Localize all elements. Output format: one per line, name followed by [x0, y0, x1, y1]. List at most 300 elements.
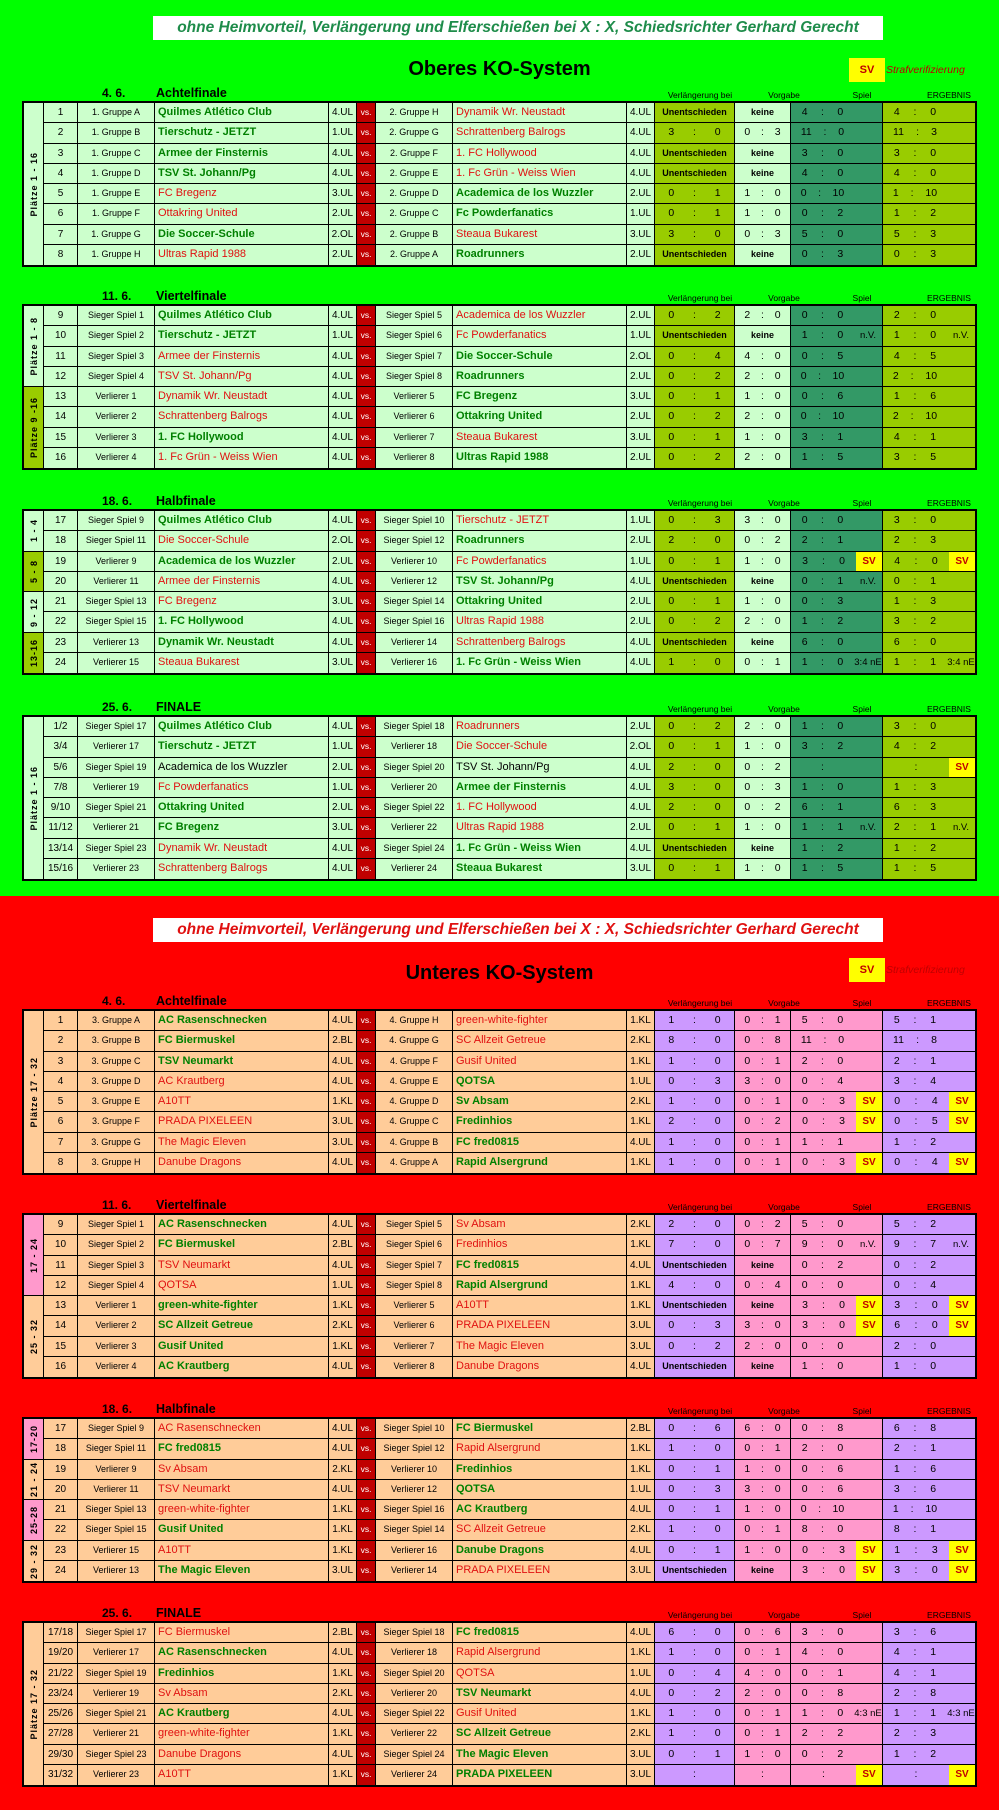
final-result-part: :: [913, 1054, 917, 1067]
away-team: QOTSA: [453, 1072, 627, 1091]
game-note: [854, 1745, 882, 1764]
extra-time-cell-part: 2: [714, 1339, 721, 1352]
extra-time-cell: [655, 1235, 735, 1254]
home-league: 1.UL: [329, 326, 357, 345]
handicap-cell-part: :: [761, 554, 764, 567]
extra-time-cell-score: [655, 1664, 734, 1683]
game-score-part: 2: [801, 1727, 808, 1740]
extra-time-cell-score: [655, 387, 734, 406]
final-result-part: 2: [930, 1258, 937, 1271]
extra-time-cell: [655, 1704, 735, 1723]
home-slot: Sieger Spiel 15: [78, 1520, 155, 1539]
final-result-parts: [883, 1031, 947, 1050]
extra-time-cell: [655, 1541, 735, 1560]
result-note: [947, 737, 975, 756]
extra-time-cell-part: 2: [714, 720, 721, 732]
versus: vs.: [357, 1439, 376, 1458]
game-score-part: 10: [832, 410, 845, 423]
game-score-part: :: [821, 1258, 824, 1271]
final-result-part: 1: [893, 841, 900, 854]
home-team: TSV Neumarkt: [155, 1052, 329, 1071]
extra-time-cell-score: [655, 798, 734, 817]
game-score-parts: [791, 428, 854, 447]
home-team: TSV St. Johann/Pg: [155, 164, 329, 183]
handicap-cell-part: :: [761, 615, 764, 628]
final-result-parts: [883, 347, 947, 366]
handicap-cell-part: :: [761, 369, 764, 382]
home-league: 2.KL: [329, 1460, 357, 1479]
away-slot: Verlierer 14: [376, 1561, 453, 1581]
home-team: PRADA PIXELEEN: [155, 1112, 329, 1131]
versus: vs.: [357, 123, 376, 142]
result-note: [947, 778, 975, 797]
handicap-cell: [735, 1500, 791, 1519]
handicap-cell-part: 0: [774, 369, 781, 382]
handicap-cell: [735, 1541, 791, 1560]
final-result-part: 2: [893, 1054, 900, 1067]
away-league: 4.UL: [627, 103, 655, 122]
extra-time-cell-text: Unentschieden: [662, 167, 727, 178]
final-result-part: :: [913, 821, 917, 834]
handicap-cell-score: [735, 758, 790, 777]
game-score-part: 5: [837, 349, 844, 362]
home-team: AC Rasenschnecken: [155, 1419, 329, 1438]
game-score-part: 0: [837, 1339, 844, 1352]
final-result: [883, 1153, 975, 1173]
game-score-part: 2: [837, 841, 844, 854]
extra-time-cell: [655, 778, 735, 797]
away-slot: Sieger Spiel 16: [376, 612, 453, 631]
handicap-cell-part: 0: [774, 1543, 781, 1556]
handicap-cell: [735, 531, 791, 550]
match-number: 13/14: [44, 839, 78, 858]
match-row: [44, 204, 975, 224]
final-result-part: :: [913, 1238, 917, 1251]
game-score-part: 0: [838, 1034, 845, 1047]
final-result-part: :: [914, 1156, 918, 1169]
game-score-part: 8: [837, 1686, 844, 1699]
handicap-cell-text: keine: [750, 1565, 774, 1576]
placement-label-text: Plätze 9 -16: [28, 397, 39, 459]
game-score-part: 0: [801, 574, 808, 587]
game-score: [791, 633, 883, 652]
final-result-part: 1: [893, 780, 900, 793]
home-slot: Sieger Spiel 17: [78, 717, 155, 736]
final-result-parts: [883, 859, 947, 879]
result-note: n.V.: [952, 822, 970, 834]
final-result-part: :: [913, 1646, 917, 1659]
game-score-part: 4: [801, 1646, 808, 1659]
home-league: 3.UL: [329, 1561, 357, 1581]
game-score: [791, 1357, 883, 1377]
col-header-spiel: Spiel: [852, 90, 872, 100]
result-note: [947, 1500, 975, 1519]
match-number: 21/22: [44, 1664, 78, 1683]
game-score-part: 0: [837, 227, 844, 240]
game-score-part: 0: [837, 1626, 844, 1638]
game-score-parts: [791, 1133, 854, 1152]
match-number: 23/24: [44, 1684, 78, 1703]
versus: vs.: [357, 367, 376, 386]
final-result-part: 6: [930, 390, 937, 403]
match-row: [44, 1520, 975, 1540]
handicap-cell: [735, 1704, 791, 1723]
final-result: [883, 1704, 975, 1723]
final-result-part: :: [914, 1095, 918, 1108]
home-team: FC Bregenz: [155, 184, 329, 203]
round-date: 4. 6.: [102, 994, 126, 1008]
extra-time-cell: [655, 1296, 735, 1315]
game-score-part: 5: [801, 1218, 808, 1230]
game-score-parts: [791, 367, 854, 386]
versus: vs.: [357, 653, 376, 673]
placement-label-text: 9 - 12: [28, 597, 39, 627]
game-score-part: 3: [839, 1095, 845, 1108]
final-result-part: :: [914, 554, 918, 567]
game-score-part: 2: [837, 1727, 844, 1740]
extra-time-cell: [655, 407, 735, 426]
game-score: [791, 531, 883, 550]
handicap-cell-part: 2: [744, 451, 751, 464]
game-score-part: 0: [837, 166, 844, 179]
handicap-cell-score: [735, 1541, 790, 1560]
home-team: AC Rasenschnecken: [155, 1011, 329, 1030]
game-score-part: 4: [801, 166, 808, 179]
extra-time-cell-part: :: [693, 1646, 696, 1659]
handicap-cell-score: [735, 1623, 790, 1642]
away-league: 2.BL: [627, 1419, 655, 1438]
placement-label: [24, 1011, 43, 1173]
extra-time-cell-part: 3: [714, 1319, 721, 1332]
game-score-part: :: [822, 1564, 825, 1577]
away-team: FC Biermuskel: [453, 1419, 627, 1438]
handicap-cell-part: 4: [744, 1666, 751, 1679]
final-result-part: 6: [893, 801, 900, 814]
game-score-part: 4: [837, 1074, 844, 1087]
away-league: 2.UL: [627, 612, 655, 631]
extra-time-cell-part: 0: [668, 1462, 675, 1475]
game-score: [791, 1684, 883, 1703]
col-header-ergebnis: ERGEBNIS: [927, 293, 971, 303]
handicap-cell-part: :: [761, 720, 764, 732]
result-note: [947, 1684, 975, 1703]
result-note: [947, 144, 975, 163]
away-team: Roadrunners: [453, 531, 627, 550]
away-team: Roadrunners: [453, 245, 627, 265]
sv-badge: SV: [856, 1112, 882, 1131]
home-league: 1.KL: [329, 1664, 357, 1683]
game-score-parts: [791, 1520, 854, 1539]
extra-time-cell-part: :: [693, 410, 696, 423]
home-league: 1.UL: [329, 737, 357, 756]
handicap-cell-part: 0: [774, 1503, 781, 1516]
extra-time-cell-part: :: [693, 451, 696, 464]
match-row: [44, 1153, 975, 1173]
home-team: Ottakring United: [155, 204, 329, 223]
versus: vs.: [357, 1724, 376, 1743]
result-note: [947, 1480, 975, 1499]
match-row: [44, 1276, 975, 1296]
match-rows: [44, 1215, 975, 1377]
game-score-part: :: [821, 1339, 824, 1352]
home-league: 2.OL: [329, 225, 357, 244]
final-result-part: 4: [931, 1095, 938, 1108]
home-team: Tierschutz - JETZT: [155, 737, 329, 756]
extra-time-cell: [655, 1684, 735, 1703]
away-team: Dynamik Wr. Neustadt: [453, 103, 627, 122]
away-team: Steaua Bukarest: [453, 859, 627, 879]
final-result-part: 4: [930, 1074, 937, 1087]
game-score-part: :: [821, 1014, 824, 1026]
game-score-part: :: [821, 615, 824, 628]
game-score-part: 0: [837, 329, 844, 342]
handicap-cell-score: [735, 1011, 790, 1030]
final-result-part: 3: [930, 801, 937, 814]
home-league: 4.UL: [329, 1419, 357, 1438]
final-result-part: 2: [893, 1339, 900, 1352]
away-slot: 2. Gruppe E: [376, 164, 453, 183]
match-row: [44, 592, 975, 612]
game-score: [791, 818, 883, 837]
match-number: 29/30: [44, 1745, 78, 1764]
away-league: 1.KL: [627, 1704, 655, 1723]
handicap-cell-text: keine: [750, 842, 774, 853]
final-result: [883, 1357, 975, 1377]
result-note: [947, 633, 975, 652]
final-result-part: 5: [930, 451, 937, 464]
match-number: 23: [44, 1541, 78, 1560]
versus: vs.: [357, 818, 376, 837]
home-league: 2.KL: [329, 1316, 357, 1335]
extra-time-cell-part: 1: [668, 1707, 675, 1720]
game-score-part: 1: [837, 821, 844, 834]
home-slot: Sieger Spiel 9: [78, 511, 155, 530]
away-team: Fc Powderfanatics: [453, 326, 627, 345]
game-score-part: :: [821, 1707, 824, 1720]
handicap-cell: [735, 633, 791, 652]
home-slot: 1. Gruppe E: [78, 184, 155, 203]
extra-time-cell-part: 0: [668, 1074, 675, 1087]
match-number: 12: [44, 1276, 78, 1295]
home-slot: Sieger Spiel 11: [78, 1439, 155, 1458]
handicap-cell: [735, 1561, 791, 1581]
game-note: [854, 839, 882, 858]
match-rows: [44, 1623, 975, 1785]
match-number: 22: [44, 612, 78, 631]
extra-time-cell-part: 2: [668, 1115, 675, 1128]
final-result: [883, 428, 975, 447]
final-result-part: 7: [930, 1238, 937, 1251]
home-slot: Sieger Spiel 9: [78, 1419, 155, 1438]
game-score-part: :: [821, 1074, 824, 1087]
game-score-parts: [791, 103, 854, 122]
handicap-cell-part: :: [761, 1707, 764, 1720]
match-number: 6: [44, 204, 78, 223]
handicap-cell-text: keine: [750, 249, 774, 260]
match-row: [44, 103, 975, 123]
versus: vs.: [357, 717, 376, 736]
versus: vs.: [357, 204, 376, 223]
extra-time-cell-text: Unentschieden: [662, 575, 727, 586]
away-team: Gusif United: [453, 1704, 627, 1723]
final-result: [883, 1215, 975, 1234]
extra-time-cell-score: [655, 1520, 734, 1539]
game-score-parts: [791, 164, 854, 183]
round-date: 11. 6.: [102, 289, 132, 303]
home-slot: Sieger Spiel 19: [78, 1664, 155, 1683]
game-score-part: 5: [801, 1014, 808, 1026]
versus: vs.: [357, 1031, 376, 1050]
handicap-cell-part: 0: [774, 349, 781, 362]
game-score-part: :: [821, 720, 824, 732]
final-result-part: 1: [930, 574, 937, 587]
home-slot: Verlierer 11: [78, 1480, 155, 1499]
game-score-part: :: [821, 1727, 824, 1740]
extra-time-cell-part: 1: [668, 1523, 675, 1536]
handicap-cell-part: :: [761, 862, 764, 875]
extra-time-cell: [655, 1133, 735, 1152]
away-league: 1.KL: [627, 1276, 655, 1295]
final-result-parts: [883, 1215, 947, 1234]
round-lower-0: [22, 994, 977, 1175]
match-row: [44, 1011, 975, 1031]
handicap-cell-part: 1: [774, 1707, 781, 1720]
away-slot: Verlierer 14: [376, 633, 453, 652]
game-score-part: 0: [802, 1543, 808, 1556]
extra-time-cell: [655, 1276, 735, 1295]
final-result-part: 1: [930, 1442, 937, 1455]
handicap-cell-part: 1: [744, 1503, 751, 1516]
away-team: FC fred0815: [453, 1623, 627, 1642]
final-result-parts: [883, 1153, 949, 1173]
home-slot: Sieger Spiel 3: [78, 1256, 155, 1275]
game-score-part: :: [821, 390, 824, 403]
away-team: TSV St. Johann/Pg: [453, 758, 627, 777]
match-row: [44, 1745, 975, 1765]
placement-labels: [24, 1011, 44, 1173]
game-score-part: 2: [801, 1442, 808, 1455]
game-score: [791, 428, 883, 447]
final-result-part: :: [913, 534, 917, 547]
col-header-spiel: Spiel: [852, 293, 872, 303]
final-result-parts: [883, 717, 947, 736]
final-result-part: :: [914, 1299, 918, 1312]
home-team: Quilmes Atlético Club: [155, 103, 329, 122]
game-score-parts: [791, 1439, 854, 1458]
away-team: Danube Dragons: [453, 1541, 627, 1560]
handicap-cell-score: [735, 1112, 790, 1131]
extra-time-cell-part: 0: [668, 821, 675, 834]
game-score-part: 0: [837, 1707, 844, 1720]
versus: vs.: [357, 1704, 376, 1723]
handicap-cell-part: 1: [774, 1135, 781, 1148]
handicap-cell: [735, 103, 791, 122]
game-note: [854, 592, 882, 611]
match-number: 9: [44, 1215, 78, 1234]
final-result: [883, 1052, 975, 1071]
handicap-cell-part: :: [761, 1747, 764, 1760]
game-score-parts: [791, 306, 854, 325]
extra-time-cell-part: 1: [714, 554, 721, 567]
handicap-cell-part: :: [761, 1218, 764, 1230]
result-note: [947, 367, 975, 386]
handicap-cell: [735, 1316, 791, 1335]
handicap-cell-part: 0: [744, 1727, 751, 1740]
handicap-cell: [735, 1092, 791, 1111]
final-result-part: 0: [893, 248, 900, 261]
extra-time-cell-part: :: [693, 1543, 696, 1556]
handicap-cell-part: 0: [774, 554, 781, 567]
extra-time-cell-part: :: [693, 390, 696, 403]
final-result: [883, 367, 975, 386]
match-row: [44, 1092, 975, 1112]
final-result-part: 4: [931, 1156, 938, 1169]
handicap-cell-part: 2: [744, 369, 751, 382]
away-slot: Verlierer 7: [376, 428, 453, 447]
extra-time-cell-part: :: [693, 1626, 696, 1638]
home-slot: 1. Gruppe F: [78, 204, 155, 223]
game-score-part: 0: [837, 146, 844, 159]
game-score-part: 1: [801, 1360, 808, 1373]
match-row: [44, 1623, 975, 1643]
handicap-cell-score: [735, 428, 790, 447]
extra-time-cell-part: 0: [714, 801, 721, 814]
extra-time-cell-part: 0: [714, 780, 721, 793]
round-date: 25. 6.: [102, 1606, 133, 1620]
extra-time-cell-part: :: [693, 1339, 696, 1352]
final-result-parts: [883, 1684, 947, 1703]
extra-time-cell-part: 0: [668, 595, 675, 608]
extra-time-cell-score: [655, 1153, 734, 1173]
handicap-cell-part: :: [761, 1727, 764, 1740]
handicap-cell-part: :: [761, 1666, 764, 1679]
home-league: 3.UL: [329, 592, 357, 611]
game-score-part: :: [821, 1626, 824, 1638]
game-note: [854, 1500, 882, 1519]
final-result-part: 3: [931, 126, 937, 139]
home-slot: Verlierer 17: [78, 737, 155, 756]
handicap-cell: [735, 1011, 791, 1030]
match-number: 5/6: [44, 758, 78, 777]
handicap-cell-part: :: [761, 451, 764, 464]
away-team: Fc Powderfanatics: [453, 204, 627, 223]
home-league: 4.UL: [329, 1745, 357, 1764]
game-note: [854, 758, 882, 777]
versus: vs.: [357, 225, 376, 244]
away-league: 4.UL: [627, 144, 655, 163]
final-result-part: :: [916, 1034, 919, 1047]
extra-time-cell-part: 0: [668, 430, 675, 443]
match-row: [44, 306, 975, 326]
versus: vs.: [357, 531, 376, 550]
home-slot: 3. Gruppe G: [78, 1133, 155, 1152]
extra-time-cell-part: :: [693, 1218, 696, 1230]
final-result: [883, 758, 975, 777]
handicap-cell: [735, 1419, 791, 1438]
final-result-parts: [883, 306, 947, 325]
extra-time-cell: [655, 1643, 735, 1662]
col-header-verlaengerung: Verlängerung bei: [667, 704, 733, 714]
away-league: 2.UL: [627, 818, 655, 837]
home-team: Schrattenberg Balrogs: [155, 407, 329, 426]
handicap-cell-part: 2: [774, 1115, 781, 1128]
home-league: 2.BL: [329, 1623, 357, 1642]
handicap-cell: [735, 653, 791, 673]
handicap-cell-score: [735, 859, 790, 879]
extra-time-cell-part: 0: [668, 554, 675, 567]
home-team: Ottakring United: [155, 798, 329, 817]
extra-time-cell: [655, 653, 735, 673]
